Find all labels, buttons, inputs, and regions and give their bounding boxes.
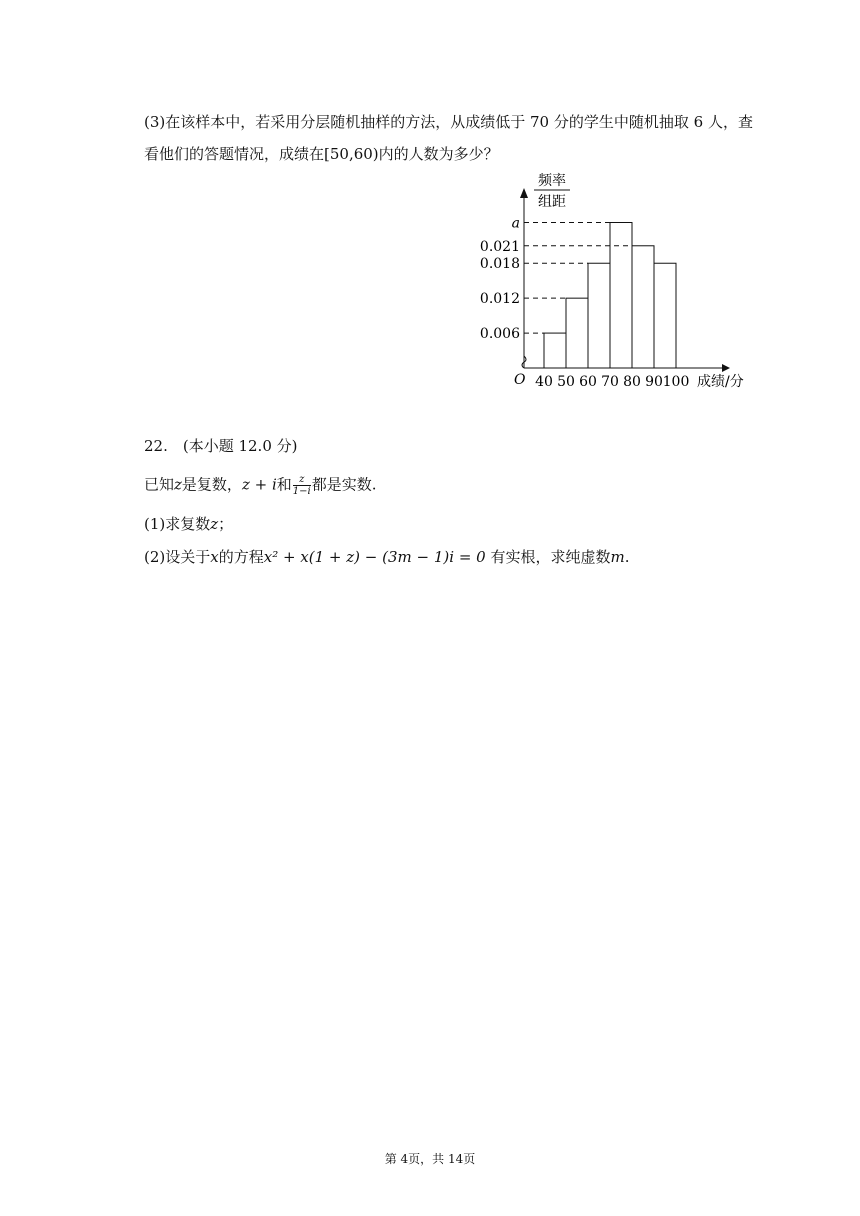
histogram-bar: [610, 223, 632, 369]
ylabel-numerator: 频率: [538, 173, 566, 189]
q22-stem: 已知z是复数，z + i和 $\frac{z}{1-i}$ 都是实数.: [144, 474, 377, 497]
x-tick-label: 80: [623, 374, 641, 390]
q21-part3-line2: 看他们的答题情况，成绩在[50,60)内的人数为多少？: [144, 145, 499, 163]
x-axis-arrow: [722, 364, 730, 372]
y-tick-label: 0.012: [479, 291, 520, 308]
y-tick-label: a: [511, 215, 520, 232]
histogram-bar: [632, 246, 654, 368]
fraction-z-over-1-minus-i: $\frac{z}{1-i}$: [292, 474, 311, 497]
x-tick-label: 60: [579, 374, 597, 390]
histogram-chart: [479, 168, 765, 398]
y-tick-label: 0.021: [479, 238, 520, 255]
histogram-bar: [566, 298, 588, 368]
ylabel-denominator: 组距: [538, 194, 566, 210]
x-tick-label: 50: [557, 374, 575, 390]
y-axis-arrow: [520, 188, 528, 198]
x-tick-label: 90: [645, 374, 663, 390]
origin-label: O: [514, 372, 526, 388]
y-tick-label: 0.006: [479, 326, 520, 343]
page-footer: 第 4页，共 14页: [384, 1152, 476, 1166]
q22-part2: (2)设关于x的方程x² + x(1 + z) − (3m − 1)i = 0 有实根，求纯虚数m.: [144, 548, 630, 566]
x-tick-label: 100: [662, 374, 690, 390]
q21-part3-line1: (3)在该样本中，若采用分层随机抽样的方法，从成绩低于 70 分的学生中随机抽取 6 人，查: [144, 113, 753, 131]
q22-header: 22. (本小题 12.0 分): [144, 437, 298, 455]
x-tick-label: 70: [601, 374, 619, 390]
q22-part1: (1)求复数z；: [144, 515, 234, 533]
y-tick-label: 0.018: [479, 256, 520, 273]
histogram-bar: [544, 333, 566, 368]
histogram-bar: [654, 263, 676, 368]
histogram-bar: [588, 263, 610, 368]
x-tick-label: 40: [535, 374, 553, 390]
xlabel: 成绩/分: [697, 374, 744, 390]
